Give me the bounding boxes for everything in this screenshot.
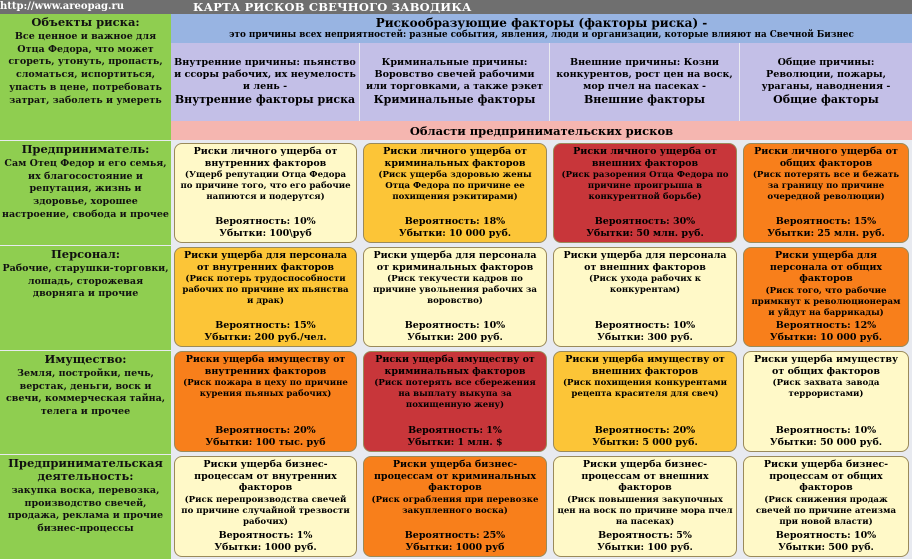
factor-desc: Внутренние причины: пьянство и ссоры рабочих, их неумелость и лень - <box>174 56 356 93</box>
risk-desc: (Риск ущерба здоровью жены Отца Федора по причине ее похищения рэкитирами) <box>378 170 532 203</box>
risk-probability: Вероятность: 20% <box>594 425 696 436</box>
risk-loss: Убытки: 50 000 руб. <box>769 437 883 448</box>
risk-loss: Убытки: 1 млн. $ <box>407 437 503 448</box>
risk-cell[interactable] <box>174 456 357 557</box>
object-desc: Рабочие, старушки-торговки, лошадь, сторожевая дворняга и прочие <box>2 263 169 300</box>
object-property <box>0 350 171 454</box>
risk-loss: Убытки: 200 руб./чел. <box>204 332 327 343</box>
object-title: Имущество: <box>44 352 127 366</box>
objects-header <box>0 14 171 140</box>
risk-desc: (Риск повышения закупочных цен на воск по причине мора пчел на пасеках) <box>557 494 733 527</box>
risk-title: Риски личного ущерба от общих факторов <box>754 146 898 169</box>
risk-title: Риски ущерба имуществу от криминальных факторов <box>375 354 535 377</box>
risk-desc: (Риск ограбления при перевозке закупленного воска) <box>371 494 539 516</box>
risk-loss: Убытки: 10 000 руб. <box>398 228 512 239</box>
object-business-activity <box>0 454 171 559</box>
risk-probability: Вероятность: 20% <box>215 425 316 436</box>
risk-probability: Вероятность: 30% <box>594 216 696 227</box>
risk-cell[interactable] <box>174 351 357 452</box>
risk-title: Риски личного ущерба от криминальных факторов <box>383 146 527 169</box>
risk-title: Риски ущерба для персонала от общих факторов <box>769 250 883 285</box>
risk-cell[interactable] <box>743 456 909 557</box>
risk-loss: Убытки: 500 руб. <box>778 542 874 553</box>
risk-probability: Вероятность: 1% <box>408 425 502 436</box>
factors-header-subtitle: это причины всех неприятностей: разные события, явления, люди и организации, которые влияют на Свечной Бизнес <box>229 30 854 40</box>
risk-desc: (Риск потерь трудоспособности рабочих по причине их пьянства и драк) <box>182 274 349 307</box>
risk-title: Риски ущерба для персонала от внешних факторов <box>563 250 727 273</box>
risk-title: Риски личного ущерба от внутренних факторов <box>193 146 338 169</box>
factor-criminal <box>360 43 550 121</box>
factor-internal <box>171 43 360 121</box>
risk-cell[interactable] <box>553 351 737 452</box>
risk-title: Риски ущерба имуществу от общих факторов <box>753 354 899 377</box>
risk-probability: Вероятность: 10% <box>215 216 316 227</box>
risk-title: Риски ущерба имуществу от внутренних факторов <box>185 354 346 377</box>
risk-cell[interactable] <box>363 351 547 452</box>
risk-title: Риски ущерба для персонала от криминальных факторов <box>373 250 537 273</box>
risk-cell[interactable] <box>743 351 909 452</box>
risk-cell[interactable] <box>174 247 357 347</box>
object-title: Предпринимательская деятельность: <box>8 456 163 483</box>
risk-loss: Убытки: 200 руб. <box>407 332 503 343</box>
risk-cell[interactable] <box>553 143 737 243</box>
object-personnel <box>0 245 171 350</box>
risk-loss: Убытки: 100 тыс. руб <box>205 437 326 448</box>
risk-areas-title <box>171 121 912 140</box>
risk-cell[interactable] <box>553 456 737 557</box>
risk-probability: Вероятность: 10% <box>594 320 696 331</box>
risk-title: Риски ущерба для персонала от внутренних факторов <box>183 250 348 273</box>
risk-title: Риски ущерба бизнес-процессам от криминальных факторов <box>373 459 537 494</box>
page-title: КАРТА РИСКОВ СВЕЧНОГО ЗАВОДИКА <box>193 0 472 14</box>
risk-loss: Убытки: 1000 руб. <box>214 542 317 553</box>
risk-probability: Вероятность: 15% <box>215 320 316 331</box>
factor-desc: Общие причины: Революции, пожары, ураганы, наводнения - <box>761 56 891 93</box>
risk-probability: Вероятность: 1% <box>218 530 313 541</box>
risk-cell[interactable] <box>363 456 547 557</box>
factor-general <box>740 43 912 121</box>
factor-name: Внешние факторы <box>583 93 706 107</box>
object-desc: Земля, постройки, печь, верстак, деньги, воск и свечи, коммерческая тайна, телега и прочее <box>5 368 166 418</box>
risk-desc: (Риск похищения конкурентами рецепта красителя для свеч) <box>562 378 728 400</box>
risk-probability: Вероятность: 5% <box>598 530 692 541</box>
risk-probability: Вероятность: 10% <box>404 320 506 331</box>
source-url[interactable]: http://www.areopag.ru <box>0 1 125 12</box>
risk-probability: Вероятность: 10% <box>775 425 877 436</box>
risk-desc: (Риск ухода рабочих к конкурентам) <box>588 274 701 296</box>
risk-desc: (Риск того, что рабочие примкнут к революционерам и уйдут на баррикады) <box>751 285 901 318</box>
factor-desc: Внешние причины: Козни конкурентов, рост цен на воск, мор пчел на пасеках - <box>556 56 733 93</box>
factor-name: Криминальные факторы <box>373 93 536 107</box>
factor-external <box>550 43 740 121</box>
risk-loss: Убытки: 10 000 руб. <box>769 332 883 343</box>
risk-cell[interactable] <box>743 143 909 243</box>
object-desc: закупка воска, перевозка, производство свечей, продажа, реклама и прочие бизнес-процессы <box>7 485 164 535</box>
risk-loss: Убытки: 100\руб <box>219 228 312 239</box>
risk-title: Риски ущерба бизнес-процессам от внешних факторов <box>581 459 709 494</box>
factors-header-title: Рискообразующие факторы (факторы риска) - <box>375 16 708 30</box>
object-title: Персонал: <box>50 247 121 261</box>
risk-desc: (Риск захвата завода террористами) <box>772 378 880 400</box>
risk-desc: (Риск пожара в цеху по причине курения пьяных рабочих) <box>183 378 348 400</box>
risk-cell[interactable] <box>553 247 737 347</box>
risk-title: Риски ущерба имуществу от внешних факторов <box>565 354 725 377</box>
risk-probability: Вероятность: 25% <box>404 530 506 541</box>
object-entrepreneur <box>0 140 171 245</box>
risk-desc: (Риск потерять все и бежать за границу по причине очередной революции) <box>752 170 900 203</box>
risk-loss: Убытки: 100 руб. <box>597 542 693 553</box>
risk-loss: Убытки: 50 млн. руб. <box>586 228 704 239</box>
factor-name: Внутренние факторы риска <box>174 93 356 107</box>
factor-name: Общие факторы <box>773 93 879 107</box>
risk-probability: Вероятность: 12% <box>775 320 877 331</box>
objects-header-title: Объекты риска: <box>31 15 140 29</box>
risk-desc: (Риск снижения продаж свечей по причине атеизма при новой власти) <box>755 494 897 527</box>
risk-title: Риски ущерба бизнес-процессам от внутренних факторов <box>194 459 337 494</box>
risk-cell[interactable] <box>174 143 357 243</box>
risk-cell[interactable] <box>363 247 547 347</box>
risk-loss: Убытки: 5 000 руб. <box>592 437 698 448</box>
objects-header-desc: Все ценное и важное для Отца Федора, что может сгореть, утонуть, пропасть, сломаться, испортиться, упасть в цене, потребовать затрат, заболеть и умереть <box>8 31 163 106</box>
risk-desc: (Риск перепроизводства свечей по причине случайной трезвости рабочих) <box>181 494 350 527</box>
risk-title: Риски ущерба бизнес-процессам от общих факторов <box>763 459 889 494</box>
risk-loss: Убытки: 1000 руб <box>405 542 505 553</box>
object-title: Предприниматель: <box>21 142 150 156</box>
risk-desc: (Риск текучести кадров по причине увольнения рабочих за воровство) <box>373 274 537 307</box>
risk-desc: (Риск потерять все сбережения на выплату выкупа за похищенную жену) <box>374 378 536 411</box>
risk-cell[interactable] <box>363 143 547 243</box>
risk-probability: Вероятность: 15% <box>775 216 877 227</box>
risk-loss: Убытки: 25 млн. руб. <box>767 228 885 239</box>
risk-desc: (Риск разорения Отца Федора по причине проигрыша в конкурентной борьбе) <box>561 170 729 203</box>
risk-title: Риски личного ущерба от внешних факторов <box>573 146 717 169</box>
object-desc: Сам Отец Федор и его семья, их благосостояние и репутация, жизнь и здоровье, хорошее настроение, свобода и прочее <box>2 158 169 220</box>
risk-loss: Убытки: 300 руб. <box>597 332 693 343</box>
risk-probability: Вероятность: 18% <box>404 216 506 227</box>
risk-probability: Вероятность: 10% <box>775 530 877 541</box>
factor-desc: Криминальные причины: Воровство свечей рабочими или торговками, а также рэкет <box>366 56 543 93</box>
factors-header <box>171 14 912 43</box>
risk-cell[interactable] <box>743 247 909 347</box>
risk-areas-title-text: Области предпринимательских рисков <box>409 123 674 138</box>
risk-desc: (Ущерб репутации Отца Федора по причине того, что его рабочие напиются и подерутся) <box>180 170 351 203</box>
